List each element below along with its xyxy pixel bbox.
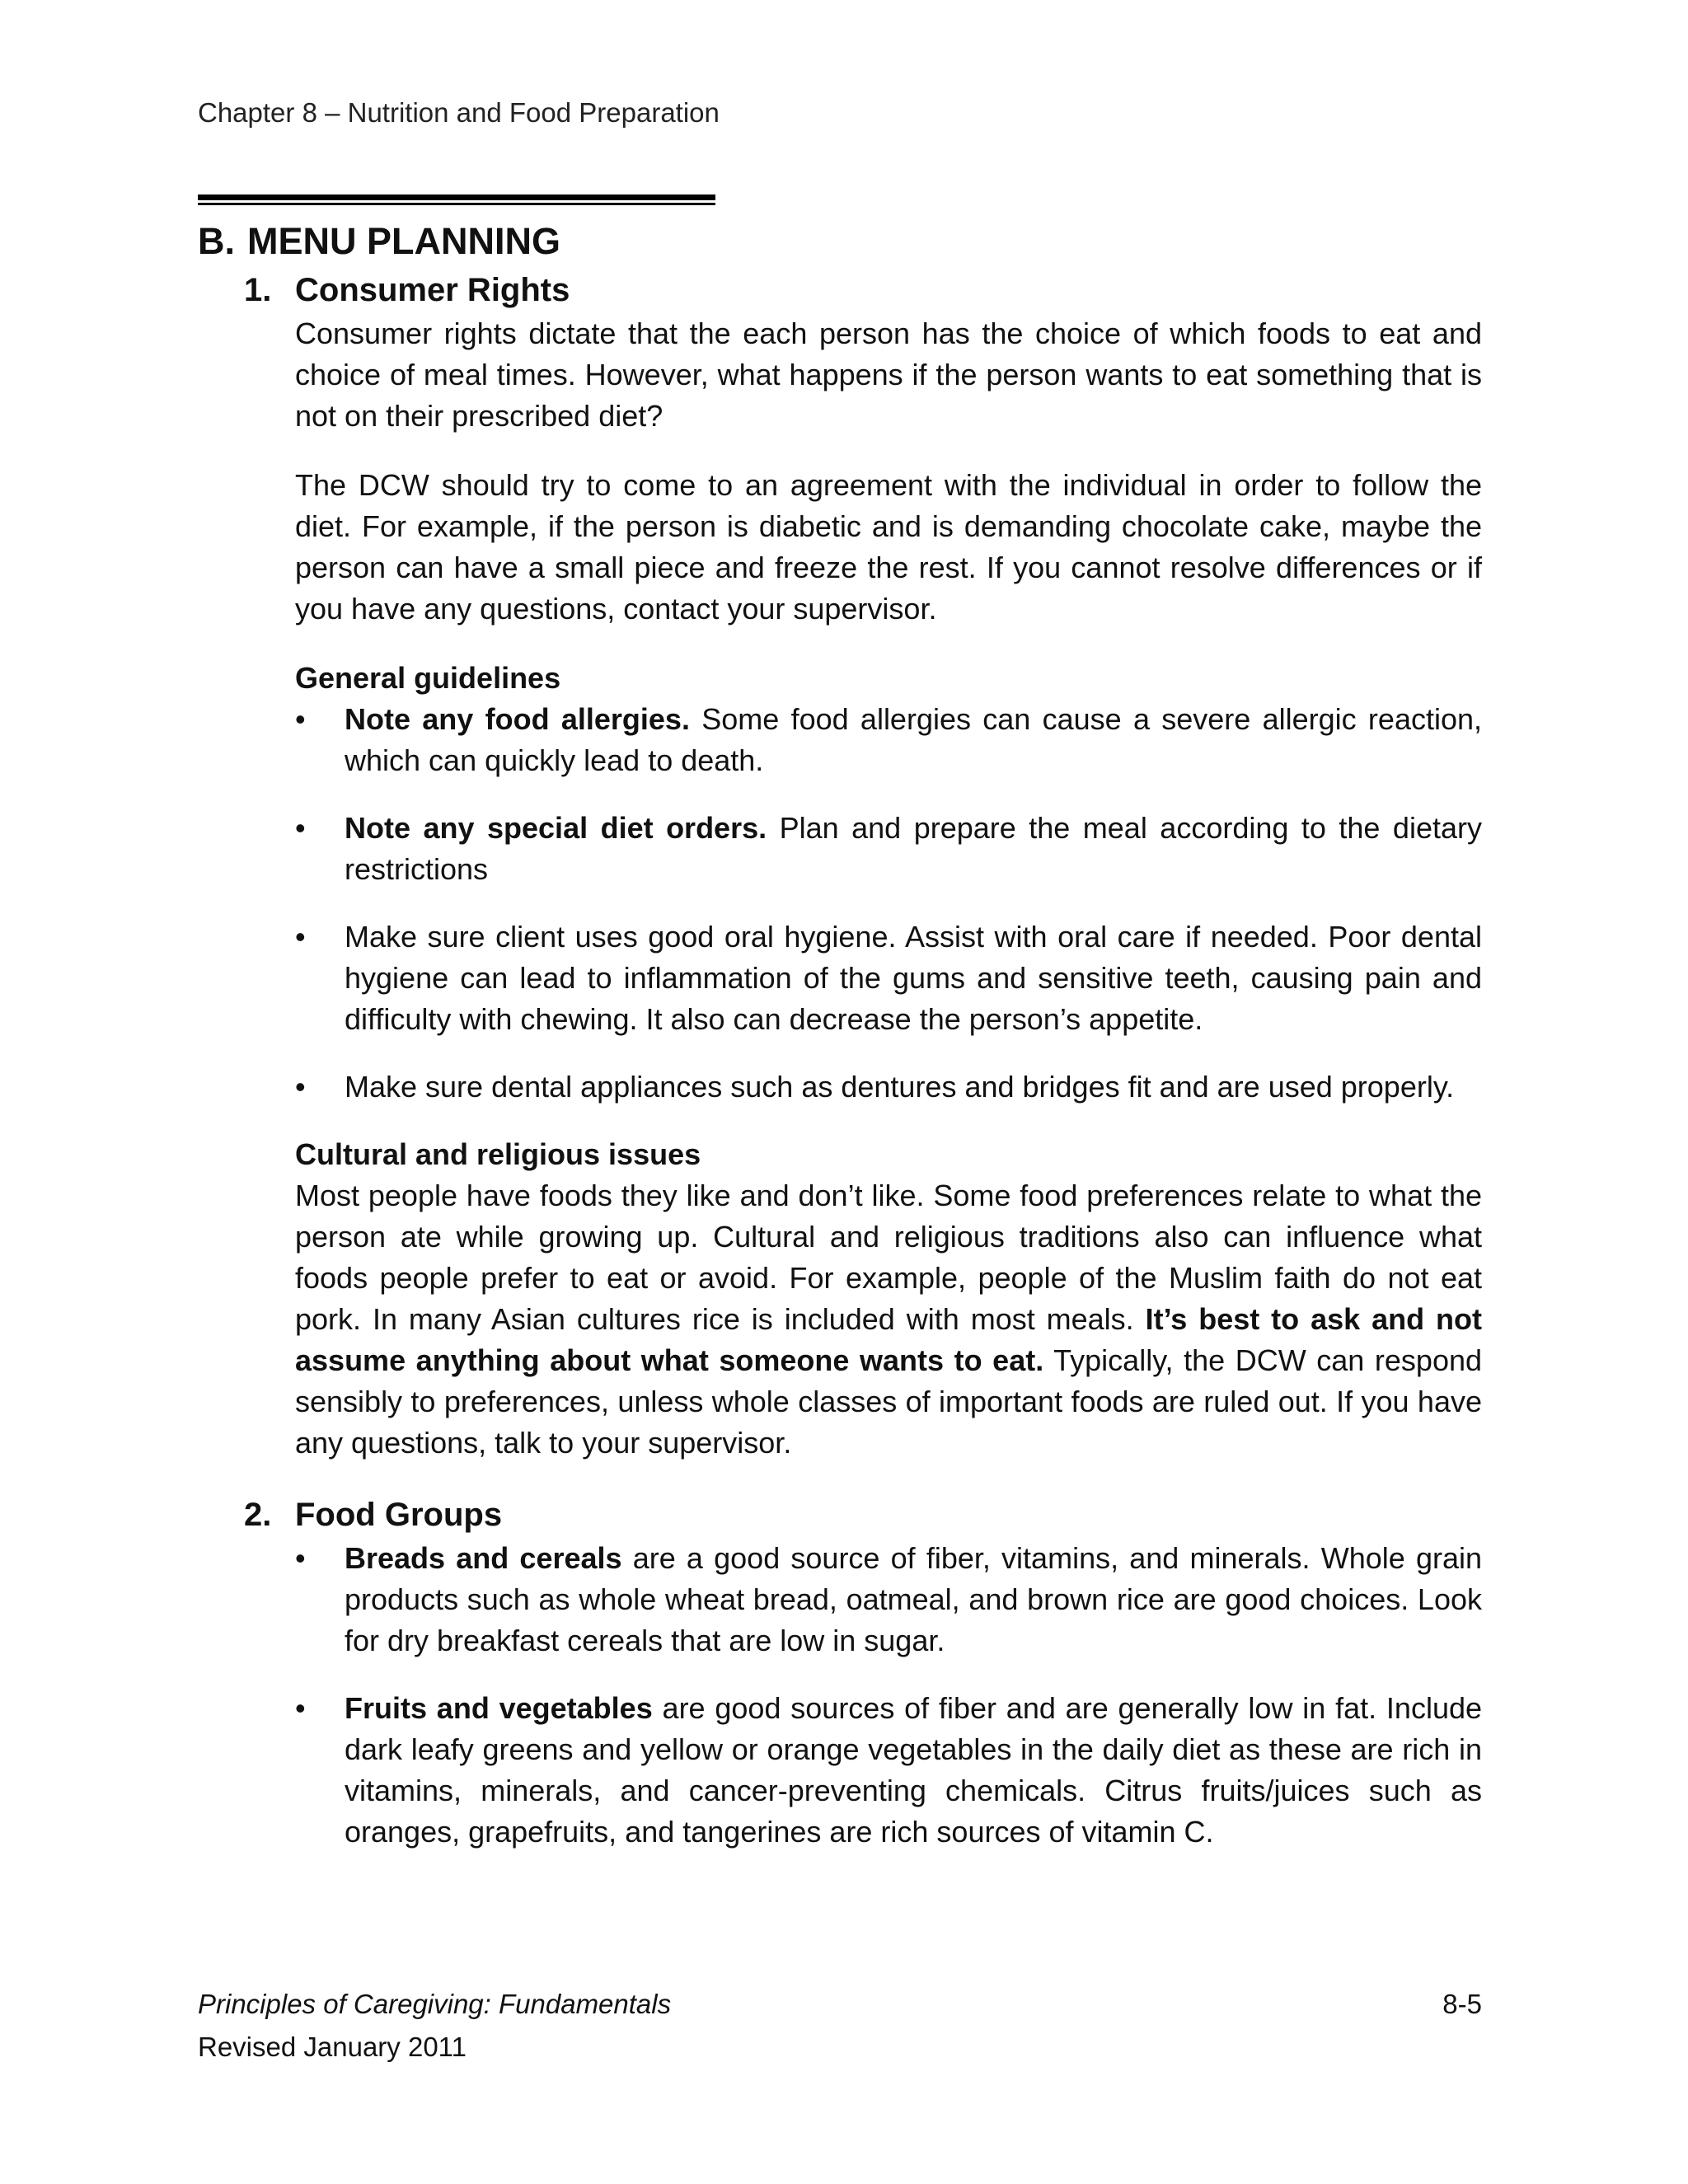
food-groups-list xyxy=(295,1538,1482,1853)
food-group-name: Fruits and vegetables xyxy=(345,1691,653,1725)
consumer-rights-para-1: Consumer rights dictate that the each person has the choice of which foods to eat and choice of meal times. However, what happens if the person wants to eat something that is not on their prescribed diet? xyxy=(295,316,1482,433)
cultural-text-pre: Most people have foods they like and don’t like. Some food preferences relate to what the person ate while growing up. Cultural and religious traditions also can influence what foods people prefer to eat or avoid. For example, people of the Muslim faith do not eat pork. In many Asian cultures rice is included with most meals. xyxy=(295,1179,1482,1336)
bullet-icon: • xyxy=(295,1070,306,1104)
food-groups-title: Food Groups xyxy=(295,1497,503,1533)
guideline-text: Some food allergies can cause a severe allergic reaction, which can quickly lead to death. xyxy=(345,702,1483,777)
consumer-rights-title: Consumer Rights xyxy=(295,272,570,308)
guideline-text: Make sure dental appliances such as dentures and bridges fit and are used properly. xyxy=(345,1070,1455,1104)
cultural-text-post: Typically, the DCW can respond sensibly to preferences, unless whole classes of important foods are ruled out. If you have any questions, talk to your supervisor. xyxy=(295,1343,1483,1460)
cultural-issues-para xyxy=(295,1175,1482,1464)
bullet-icon: • xyxy=(295,1541,306,1575)
section-title: MENU PLANNING xyxy=(247,220,560,262)
bullet-icon: • xyxy=(295,920,306,954)
book-title: Principles of Caregiving: Fundamentals xyxy=(198,1989,672,2019)
general-guidelines-list xyxy=(295,699,1482,1108)
consumer-rights-para-2: The DCW should try to come to an agreement with the individual in order to follow the diet. For example, if the person is diabetic and is demanding chocolate cake, maybe the person can have a small piece and freeze the rest. If you cannot resolve differences or if you have any questions, contact your supervisor. xyxy=(295,468,1482,626)
food-group-text: are good sources of fiber and are generally low in fat. Include dark leafy greens and yellow or orange vegetables in the daily diet as these are rich in vitamins, minerals, and cancer-preventing chemicals. Citrus fruits/juices such as oranges, grapefruits, and tangerines are rich sources of vitamin C. xyxy=(345,1691,1483,1849)
chapter-header: Chapter 8 – Nutrition and Food Preparation xyxy=(198,97,720,128)
guideline-text: Plan and prepare the meal according to the dietary restrictions xyxy=(345,811,1482,886)
page-content xyxy=(198,216,1482,1879)
food-group-text: are a good source of fiber, vitamins, and minerals. Whole grain products such as whole wheat bread, oatmeal, and brown rice are good choices. Look for dry breakfast cereals that are low in sugar. xyxy=(345,1541,1483,1657)
list-item xyxy=(295,1066,1482,1108)
bullet-icon: • xyxy=(295,702,306,736)
consumer-rights-heading xyxy=(198,267,1482,313)
guideline-bold-lead: Note any special diet orders. xyxy=(345,811,767,845)
bullet-icon: • xyxy=(295,1691,306,1725)
cultural-issues-heading: Cultural and religious issues xyxy=(295,1137,701,1171)
guideline-bold-lead: Note any food allergies. xyxy=(345,702,690,736)
consumer-rights-body xyxy=(198,313,1482,1464)
guideline-text: Make sure client uses good oral hygiene. Assist with oral care if needed. Poor dental hygiene can lead to inflammation of the gums and sensitive teeth, causing pain and difficulty with chewing. It also can decrease the person’s appetite. xyxy=(345,920,1482,1036)
divider-thick-line xyxy=(198,194,715,200)
food-group-name: Breads and cereals xyxy=(345,1541,622,1575)
food-groups-number: 2. xyxy=(244,1497,272,1533)
list-item xyxy=(295,808,1482,890)
bullet-icon: • xyxy=(295,811,306,845)
section-number: B. xyxy=(198,220,235,262)
page-footer-left xyxy=(198,1983,671,2069)
general-guidelines-heading: General guidelines xyxy=(295,661,561,695)
consumer-rights-number: 1. xyxy=(244,272,272,308)
food-groups-body xyxy=(198,1538,1482,1853)
list-item xyxy=(295,1688,1482,1853)
section-heading xyxy=(198,216,1482,267)
revision-date: Revised January 2011 xyxy=(198,2032,467,2062)
list-item xyxy=(295,1538,1482,1661)
section-divider xyxy=(198,194,715,206)
food-groups-heading xyxy=(198,1492,1482,1538)
list-item xyxy=(295,916,1482,1040)
page-number: 8-5 xyxy=(1442,1989,1482,2019)
cultural-text-bold: It’s best to ask and not assume anything about what someone wants to eat. xyxy=(295,1302,1482,1377)
list-item xyxy=(295,699,1482,781)
divider-thin-line xyxy=(198,203,715,205)
